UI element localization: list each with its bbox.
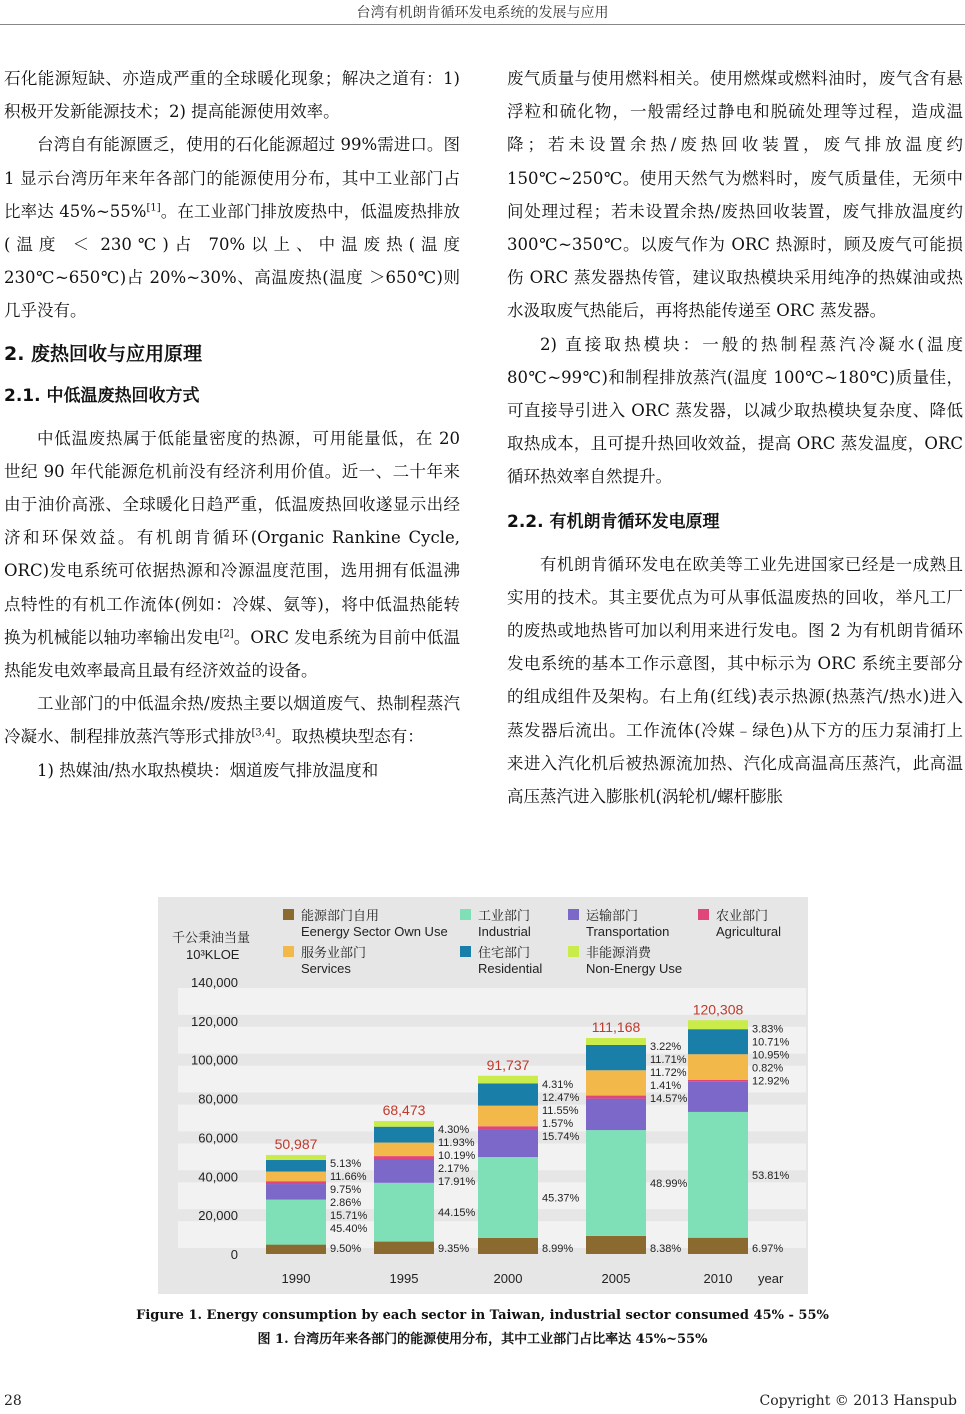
legend-label-zh: 工业部门 [478, 908, 531, 923]
bar-segment [688, 1054, 748, 1080]
percent-label: 12.92% [752, 1075, 790, 1088]
x-tick-label: 1990 [281, 1271, 311, 1286]
bar-total-label: 120,308 [692, 1001, 744, 1018]
legend-label-en: Non-Energy Use [586, 961, 683, 976]
bar-segment [688, 1238, 748, 1254]
y-axis-label: 千公秉油当量 [172, 930, 251, 945]
legend-label-zh: 非能源消费 [586, 945, 652, 960]
y-tick-label: 80,000 [198, 1091, 238, 1107]
percent-label: 10.19% [438, 1149, 476, 1162]
percent-label: 45.40% [330, 1222, 368, 1235]
paragraph-text: 。取热模块型态有： [275, 727, 424, 747]
subsection-heading: 2.1. 中低温废热回收方式 [4, 385, 200, 406]
bar-segment [586, 1045, 646, 1070]
bar-segment [266, 1181, 326, 1184]
bar-segment [586, 1038, 646, 1045]
x-tick-label: 1995 [389, 1271, 419, 1286]
bar-segment [478, 1157, 538, 1238]
legend-swatch [460, 909, 471, 920]
x-tick-label: 2005 [601, 1271, 631, 1286]
citation-ref[interactable]: [1] [146, 202, 161, 214]
percent-label: 11.72% [650, 1067, 687, 1080]
bar-segment [586, 1099, 646, 1130]
paragraph-text: 中低温废热属于低能量密度的热源，可用能量低，在 20 世纪 90 年代能源危机前没有经济利用价值。近一、二十年来由于油价高涨、全球暖化日趋严重，低温废热回收遂显示出经济和环保效益。有机朗肯循环(Organic Rankine Cycle, ORC)发电系统可依据热源和冷源温度范围，选用拥有低温沸点特性的有机工作流体(例如：冷媒、氨等)，将中低温热能转换为机械能以轴功率输出发电 [4, 428, 460, 647]
paragraph-text: 。在工业部门排放废热中，低温废热排放(温度 ＜ 230℃)占 70%以上、中温废热(温度 230℃~650℃)占 20%~30%、高温废热(温度 ＞650℃)则几乎没有。 [4, 201, 461, 321]
bar-segment [374, 1183, 434, 1242]
bar-segment [586, 1070, 646, 1095]
bar-segment [374, 1127, 434, 1143]
percent-label: 9.50% [330, 1243, 362, 1255]
left-column [4, 62, 460, 787]
bar-segment [478, 1076, 538, 1084]
bar-segment [374, 1242, 434, 1254]
percent-label: 11.71% [650, 1054, 687, 1067]
paragraph: 1) 热媒油/热水取热模块：烟道废气排放温度和 [37, 760, 379, 780]
bar-segment [266, 1155, 326, 1160]
legend-swatch [283, 909, 294, 920]
legend-label-zh: 服务业部门 [301, 945, 367, 960]
legend-label-en: Eenergy Sector Own Use [301, 924, 448, 939]
legend-label-en: Industrial [478, 924, 531, 939]
copyright-notice: Copyright © 2013 Hanspub [759, 1393, 957, 1409]
percent-label: 3.22% [650, 1041, 682, 1054]
bar-segment [688, 1020, 748, 1029]
paragraph [4, 687, 460, 753]
bar-total-label: 91,737 [486, 1056, 530, 1073]
bar-segment [374, 1143, 434, 1157]
percent-label: 44.15% [438, 1207, 476, 1220]
percent-label: 10.71% [752, 1036, 790, 1049]
percent-label: 8.38% [650, 1243, 682, 1255]
legend-swatch [568, 946, 579, 957]
percent-label: 6.97% [752, 1243, 784, 1255]
legend-label-zh: 运输部门 [586, 908, 639, 923]
percent-label: 48.99% [650, 1177, 688, 1190]
paragraph: 2) 直接取热模块：一般的热制程蒸汽冷凝水(温度 80℃~99℃)和制程排放蒸汽(温度 100℃~180℃)质量佳，可直接导引进入 ORC 蒸发器，以减少取热模块复杂度、降低取热成本，且可提升热回收效益，提高 ORC 蒸发温度，ORC 循环热效率自然提升。 [507, 334, 963, 487]
percent-label: 15.74% [542, 1130, 580, 1143]
bar-total-label: 111,168 [591, 1019, 641, 1036]
x-tick-label: 2000 [493, 1271, 523, 1286]
legend-label-en: Transportation [586, 924, 670, 939]
percent-label: 11.66% [330, 1170, 367, 1183]
header-rule [0, 24, 965, 25]
legend-label-zh: 能源部门自用 [301, 908, 380, 923]
citation-ref[interactable]: [2] [219, 628, 234, 640]
paragraph: 有机朗肯循环发电在欧美等工业先进国家已经是一成熟且实用的技术。其主要优点为可从事低温废热的回收，举凡工厂的废热或地热皆可加以利用来进行发电。图 2 为有机朗肯循环发电系统的基本工作示意图，其中标示为 ORC 系统主要部分的组成组件及架构。右上角(红线)表示热源(热蒸汽/热水)进入蒸发器后流出。工作流体(冷媒﹣绿色)从下方的压力泵浦打上来进入汽化机后被热源流加热、汽化成高温高压蒸汽，此高温高压蒸汽进入膨胀机(涡轮机/螺杆膨胀 [507, 554, 963, 807]
percent-label: 14.57% [650, 1093, 688, 1106]
bar-segment [688, 1029, 748, 1054]
running-header: 台湾有机朗肯循环发电系统的发展与应用 [356, 5, 609, 21]
bar-segment [688, 1112, 748, 1238]
bar-segment [586, 1236, 646, 1254]
legend-swatch [568, 909, 579, 920]
legend-label-en: Residential [478, 961, 543, 976]
y-tick-label: 40,000 [198, 1169, 238, 1185]
paragraph-text: 工业部门的中低温余热/废热主要以烟道废气、热制程蒸汽冷凝水、制程排放蒸汽等形式排放 [4, 694, 460, 747]
percent-label: 1.41% [650, 1080, 682, 1093]
y-tick-label: 0 [230, 1247, 238, 1262]
y-tick-label: 140,000 [191, 975, 238, 990]
percent-label: 0.82% [752, 1062, 784, 1075]
bar-segment [374, 1159, 434, 1183]
bar-segment [478, 1238, 538, 1254]
bar-segment [266, 1200, 326, 1245]
y-tick-label: 20,000 [198, 1208, 238, 1224]
bar-segment [688, 1082, 748, 1112]
percent-label: 15.71% [330, 1209, 368, 1222]
percent-label: 53.81% [752, 1169, 790, 1182]
x-axis-label: year [758, 1271, 784, 1286]
bar-segment [478, 1129, 538, 1157]
legend-label-en: Services [301, 961, 351, 976]
section-heading: 2. 废热回收与应用原理 [4, 342, 203, 365]
percent-label: 12.47% [542, 1091, 580, 1104]
percent-label: 2.86% [330, 1196, 362, 1209]
legend-label-zh: 农业部门 [716, 908, 769, 923]
bar-segment [266, 1245, 326, 1254]
bar-segment [586, 1096, 646, 1099]
legend-label-zh: 住宅部门 [478, 945, 531, 960]
page-number: 28 [4, 1393, 22, 1409]
percent-label: 3.83% [752, 1023, 784, 1036]
bar-total-label: 50,987 [274, 1135, 318, 1152]
percent-label: 17.91% [438, 1175, 476, 1188]
percent-label: 9.75% [330, 1183, 362, 1196]
bar-segment [266, 1160, 326, 1172]
bar-segment [266, 1172, 326, 1182]
bar-segment [478, 1126, 538, 1129]
stacked-bar-chart [158, 897, 808, 1294]
percent-label: 5.13% [330, 1157, 362, 1170]
figure-1-chart [158, 897, 808, 1294]
paragraph [4, 422, 460, 688]
bar-total-label: 68,473 [382, 1101, 426, 1118]
percent-label: 45.37% [542, 1192, 580, 1205]
bar-segment [478, 1083, 538, 1105]
y-tick-label: 100,000 [191, 1052, 238, 1068]
right-column [507, 62, 963, 813]
x-tick-label: 2010 [703, 1271, 733, 1286]
bar-segment [478, 1106, 538, 1127]
percent-label: 4.31% [542, 1078, 574, 1091]
bar-segment [374, 1121, 434, 1127]
percent-label: 1.57% [542, 1117, 574, 1130]
legend-swatch [698, 909, 709, 920]
paragraph: 石化能源短缺、亦造成严重的全球暖化现象；解决之道有：1) 积极开发新能源技术；2) 提高能源使用效率。 [4, 69, 460, 122]
legend-label-en: Agricultural [716, 924, 782, 939]
percent-label: 4.30% [438, 1123, 470, 1136]
bar-segment [374, 1156, 434, 1159]
bar-segment [688, 1080, 748, 1082]
legend-swatch [460, 946, 471, 957]
percent-label: 2.17% [438, 1162, 470, 1175]
paragraph [4, 128, 460, 327]
citation-ref[interactable]: [3,4] [251, 727, 276, 739]
y-tick-label: 60,000 [198, 1130, 238, 1146]
paragraph: 废气质量与使用燃料相关。使用燃煤或燃料油时，废气含有悬浮粒和硫化物，一般需经过静电和脱硫处理等过程，造成温降；若未设置余热/废热回收装置，废气排放温度约 150℃~250℃。使用天然气为燃料时，废气质量佳，无须中间处理过程；若未设置余热/废热回收装置，废气排放温度约 300℃~350℃。以废气作为 ORC 热源时，顾及废气可能损伤 ORC 蒸发器热传管，建议取热模块采用纯净的热媒油或热水汲取废气热能后，再将热能传递至 ORC 蒸发器。 [507, 69, 963, 321]
percent-label: 10.95% [752, 1049, 790, 1062]
legend-swatch [283, 946, 294, 957]
y-tick-label: 120,000 [191, 1013, 238, 1029]
figure-caption-zh: 图 1. 台湾历年来各部门的能源使用分布，其中工业部门占比率达 45%~55% [257, 1332, 708, 1347]
figure-caption-en: Figure 1. Energy consumption by each sector in Taiwan, industrial sector consumed 45% - 55% [136, 1308, 829, 1323]
percent-label: 9.35% [438, 1243, 470, 1255]
bar-segment [266, 1184, 326, 1200]
bar-segment [586, 1130, 646, 1236]
paragraph-text: 。ORC 发电系统为目前中低温热能发电效率最高且最有经济效益的设备。 [4, 627, 460, 681]
percent-label: 11.55% [542, 1104, 579, 1117]
subsection-heading: 2.2. 有机朗肯循环发电原理 [507, 511, 720, 532]
paragraph-text: 台湾自有能源匮乏，使用的石化能源超过 99%需进口。图 1 显示台湾历年来年各部门的能源使用分布，其中工业部门占比率达 45%~55% [4, 135, 460, 221]
y-axis-unit: 10³KLOE [186, 947, 240, 962]
percent-label: 8.99% [542, 1243, 574, 1255]
percent-label: 11.93% [438, 1136, 475, 1149]
